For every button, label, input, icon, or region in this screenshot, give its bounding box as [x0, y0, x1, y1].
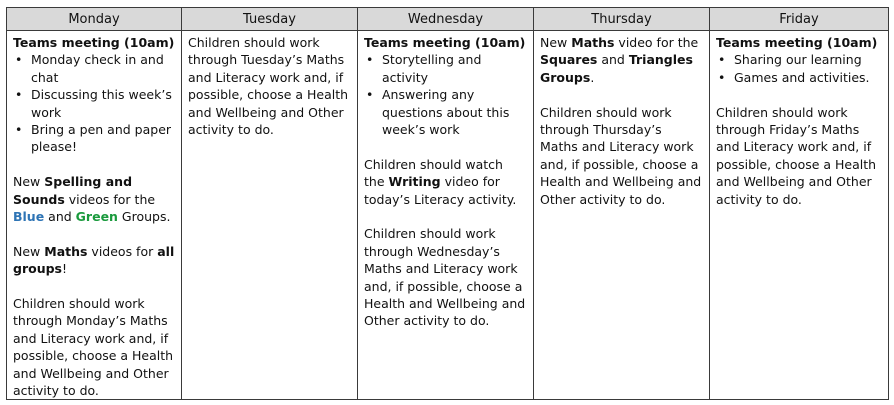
spelling-sounds-label: Spelling and Sounds	[13, 174, 133, 207]
thursday-work-note: Children should work through Thursday’s Maths and Literacy work and, if possible, choose a Health and Wellbeing and Other activity to do.	[540, 104, 702, 207]
weekly-timetable	[6, 7, 889, 400]
header-wednesday: Wednesday	[358, 8, 534, 31]
header-row	[7, 8, 889, 31]
all-groups-label: all groups	[13, 243, 175, 277]
maths-label: Maths	[44, 243, 88, 259]
monday-meeting-title: Teams meeting (10am)	[13, 35, 175, 50]
text-span: video for today’s Literacy activity.	[364, 174, 517, 207]
content-row	[7, 31, 889, 400]
monday-maths-note	[13, 243, 175, 278]
friday-work-note: Children should work through Friday’s Maths and Literacy work and, if possible, choose a Health and Wellbeing and Other activity to do.	[716, 104, 877, 207]
header-tuesday: Tuesday	[182, 8, 358, 31]
wednesday-bullets	[364, 51, 527, 138]
cell-monday	[7, 31, 182, 400]
maths-label: Maths	[571, 35, 615, 50]
monday-spelling-note	[13, 173, 175, 225]
header-friday: Friday	[710, 8, 889, 31]
text-span: and	[44, 209, 76, 225]
text-span: New	[540, 35, 572, 50]
monday-bullets	[13, 51, 175, 155]
thursday-maths-note	[540, 34, 703, 86]
list-item: • Discussing this week’s work	[23, 86, 175, 121]
list-item: • Monday check in and chat	[23, 51, 175, 86]
cell-wednesday	[358, 31, 534, 400]
text-span: Groups.	[117, 209, 171, 225]
list-item: • Bring a pen and paper please!	[23, 121, 175, 156]
green-group-label: Green	[75, 209, 118, 225]
wednesday-meeting-title: Teams meeting (10am)	[364, 35, 526, 50]
wednesday-watch-note	[364, 156, 527, 208]
list-item: • Games and activities.	[726, 69, 882, 86]
text-span: videos for	[87, 243, 158, 259]
triangles-group-label: Triangles Groups	[540, 52, 693, 85]
blue-group-label: Blue	[13, 209, 45, 225]
friday-meeting-title: Teams meeting (10am)	[716, 35, 878, 50]
cell-friday	[710, 31, 889, 400]
friday-bullets	[716, 51, 882, 86]
wednesday-work-note: Children should work through Wednesday’s Maths and Literacy work and, if possible, choose a Health and Wellbeing and Other activity to do.	[364, 226, 526, 329]
list-item: • Answering any questions about this week’s work	[374, 86, 527, 138]
tuesday-work-note: Children should work through Tuesday’s Maths and Literacy work and, if possible, choose a Health and Wellbeing and Other activity to do.	[188, 35, 349, 138]
writing-label: Writing	[388, 174, 441, 190]
text-span: !	[62, 261, 68, 277]
text-span: New	[13, 174, 45, 190]
header-monday: Monday	[7, 8, 182, 31]
header-thursday: Thursday	[534, 8, 710, 31]
cell-thursday	[534, 31, 710, 400]
list-item: • Storytelling and activity	[374, 51, 527, 86]
text-span: .	[590, 69, 595, 85]
text-span: Children should watch the	[364, 156, 503, 190]
monday-work-note: Children should work through Monday’s Maths and Literacy work and, if possible, choose a Health and Wellbeing and Other activity to do.	[13, 296, 174, 399]
text-span: videos for the	[64, 191, 156, 207]
list-item: • Sharing our learning	[726, 51, 882, 68]
text-span: New	[13, 243, 45, 259]
text-span: video for the	[614, 35, 699, 50]
cell-tuesday	[182, 31, 358, 400]
squares-group-label: Squares	[540, 52, 598, 68]
text-span: and	[597, 52, 629, 68]
